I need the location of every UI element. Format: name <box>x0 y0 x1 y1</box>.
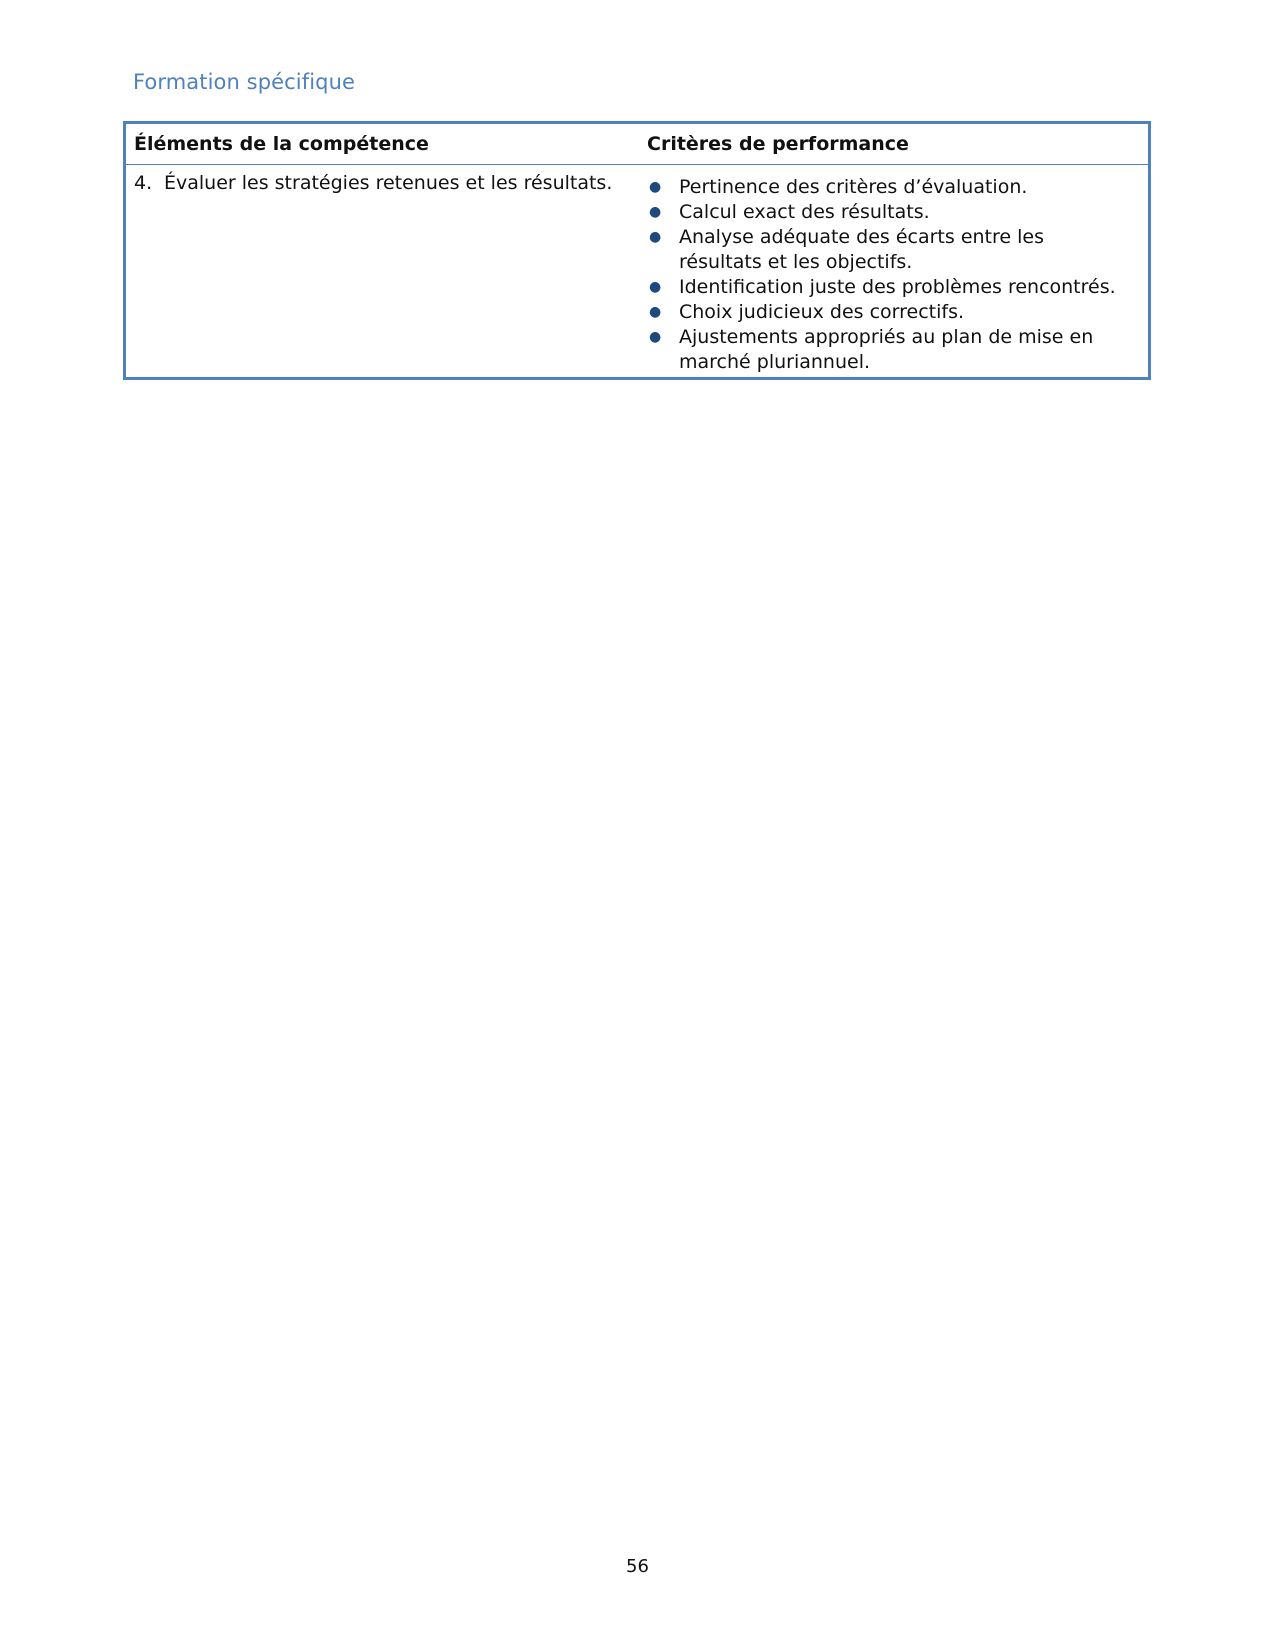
element-number: 4. <box>134 172 153 194</box>
header-elements: Éléments de la compétence <box>125 123 640 165</box>
element-item <box>134 171 631 196</box>
table-header-row <box>125 123 1150 165</box>
list-item <box>647 275 1140 300</box>
criteria-list <box>647 175 1140 375</box>
element-cell <box>125 165 640 379</box>
list-item <box>647 175 1140 200</box>
bullet-icon: ● <box>649 329 662 345</box>
page-number: 56 <box>626 1556 649 1577</box>
criteria-text: Pertinence des critères d’évaluation. <box>679 176 1028 198</box>
bullet-icon: ● <box>649 204 662 220</box>
bullet-icon: ● <box>649 304 662 320</box>
criteria-cell <box>639 165 1150 379</box>
list-item <box>647 200 1140 225</box>
criteria-text: Analyse adéquate des écarts entre les résultats et les objectifs. <box>679 226 1044 273</box>
bullet-icon: ● <box>649 279 662 295</box>
table-row <box>125 165 1150 379</box>
list-item <box>647 325 1140 375</box>
list-item <box>647 225 1140 275</box>
criteria-text: Calcul exact des résultats. <box>679 201 930 223</box>
list-item <box>647 300 1140 325</box>
element-text: Évaluer les stratégies retenues et les résultats. <box>164 172 613 194</box>
criteria-text: Choix judicieux des correctifs. <box>679 301 965 323</box>
competence-table <box>123 121 1151 380</box>
header-criteria: Critères de performance <box>639 123 1150 165</box>
bullet-icon: ● <box>649 179 662 195</box>
criteria-text: Identification juste des problèmes rencontrés. <box>679 276 1116 298</box>
criteria-text: Ajustements appropriés au plan de mise en marché pluriannuel. <box>679 326 1094 373</box>
section-title: Formation spécifique <box>133 70 356 94</box>
bullet-icon: ● <box>649 229 662 245</box>
